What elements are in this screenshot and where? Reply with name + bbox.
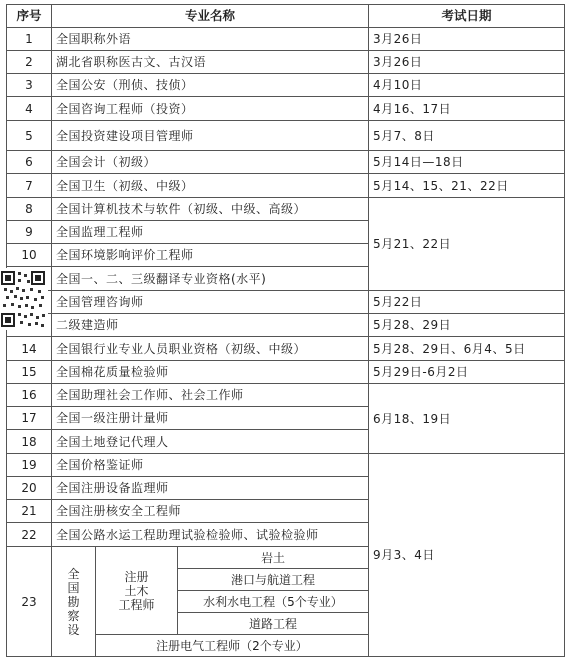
row-no: 22 bbox=[7, 523, 52, 547]
row-name: 全国职称外语 bbox=[52, 28, 369, 51]
row-name: 二级建造师 bbox=[52, 314, 369, 337]
electrical-engineer-item: 注册电气工程师（2个专业） bbox=[96, 635, 369, 657]
row-no: 10 bbox=[7, 244, 52, 267]
row-name: 全国棉花质量检验师 bbox=[52, 361, 369, 384]
row-date: 5月14日—18日 bbox=[369, 151, 565, 174]
row-no: 7 bbox=[7, 174, 52, 198]
row-name: 全国咨询工程师（投资） bbox=[52, 97, 369, 121]
row-no: 15 bbox=[7, 361, 52, 384]
row-name: 全国管理咨询师 bbox=[52, 291, 369, 314]
table-row bbox=[7, 174, 565, 198]
exam-schedule-table bbox=[6, 4, 565, 657]
qr-code-graphic bbox=[0, 268, 48, 330]
table-row bbox=[7, 291, 565, 314]
row-no: 14 bbox=[7, 337, 52, 361]
row-name: 全国土地登记代理人 bbox=[52, 430, 369, 454]
row-date: 5月28、29日 bbox=[369, 314, 565, 337]
row-no: 19 bbox=[7, 454, 52, 477]
row-no: 18 bbox=[7, 430, 52, 454]
row-name: 全国投资建设项目管理师 bbox=[52, 121, 369, 151]
row-date: 3月26日 bbox=[369, 51, 565, 74]
merged-date-may21: 5月21、22日 bbox=[369, 198, 565, 291]
row-name: 全国一级注册计量师 bbox=[52, 407, 369, 430]
row-no: 6 bbox=[7, 151, 52, 174]
civil-item: 岩土 bbox=[178, 547, 369, 569]
table-row bbox=[7, 74, 565, 97]
row-no: 9 bbox=[7, 221, 52, 244]
table-row bbox=[7, 454, 565, 477]
row-name: 全国公安（刑侦、技侦） bbox=[52, 74, 369, 97]
table-row bbox=[7, 314, 565, 337]
row-name: 全国环境影响评价工程师 bbox=[52, 244, 369, 267]
row-name: 全国一、二、三级翻译专业资格(水平) bbox=[52, 267, 369, 291]
row-name: 全国注册设备监理师 bbox=[52, 477, 369, 500]
group-label-vertical: 全 国 勘 察 设 bbox=[52, 547, 96, 657]
merged-date-jun18: 6月18、19日 bbox=[369, 384, 565, 454]
row-name: 全国注册核安全工程师 bbox=[52, 500, 369, 523]
row-no: 20 bbox=[7, 477, 52, 500]
row-no: 8 bbox=[7, 198, 52, 221]
row-name: 全国价格鉴证师 bbox=[52, 454, 369, 477]
row-name: 全国助理社会工作师、社会工作师 bbox=[52, 384, 369, 407]
row-no: 1 bbox=[7, 28, 52, 51]
header-no: 序号 bbox=[7, 5, 52, 28]
row-date: 5月7、8日 bbox=[369, 121, 565, 151]
row-no: 5 bbox=[7, 121, 52, 151]
table-row bbox=[7, 361, 565, 384]
row-no: 21 bbox=[7, 500, 52, 523]
row-date: 4月16、17日 bbox=[369, 97, 565, 121]
row-name: 湖北省职称医古文、古汉语 bbox=[52, 51, 369, 74]
row-date: 3月26日 bbox=[369, 28, 565, 51]
row-no: 3 bbox=[7, 74, 52, 97]
row-no: 17 bbox=[7, 407, 52, 430]
row-name: 全国计算机技术与软件（初级、中级、高级） bbox=[52, 198, 369, 221]
row-name: 全国会计（初级） bbox=[52, 151, 369, 174]
civil-engineer-label: 注册 土木 工程师 bbox=[96, 547, 178, 635]
table-row bbox=[7, 198, 565, 221]
table-row bbox=[7, 121, 565, 151]
row-date: 4月10日 bbox=[369, 74, 565, 97]
row-date: 5月14、15、21、22日 bbox=[369, 174, 565, 198]
header-date: 考试日期 bbox=[369, 5, 565, 28]
row-no: 4 bbox=[7, 97, 52, 121]
civil-item: 道路工程 bbox=[178, 613, 369, 635]
table-row bbox=[7, 151, 565, 174]
table-row bbox=[7, 28, 565, 51]
row-name: 全国监理工程师 bbox=[52, 221, 369, 244]
row-date: 5月28、29日、6月4、5日 bbox=[369, 337, 565, 361]
table-row bbox=[7, 51, 565, 74]
table-row bbox=[7, 97, 565, 121]
row-no: 23 bbox=[7, 547, 52, 657]
merged-date-sep3: 9月3、4日 bbox=[369, 454, 565, 657]
table-header-row bbox=[7, 5, 565, 28]
row-name: 全国卫生（初级、中级） bbox=[52, 174, 369, 198]
row-name: 全国银行业专业人员职业资格（初级、中级） bbox=[52, 337, 369, 361]
row-date: 5月29日-6月2日 bbox=[369, 361, 565, 384]
table-row bbox=[7, 337, 565, 361]
header-name: 专业名称 bbox=[52, 5, 369, 28]
qr-code-icon bbox=[0, 268, 48, 330]
row-no: 2 bbox=[7, 51, 52, 74]
civil-item: 港口与航道工程 bbox=[178, 569, 369, 591]
table-row bbox=[7, 384, 565, 407]
row-date: 5月22日 bbox=[369, 291, 565, 314]
row-no: 16 bbox=[7, 384, 52, 407]
row-name: 全国公路水运工程助理试验检验师、试验检验师 bbox=[52, 523, 369, 547]
civil-item: 水利水电工程（5个专业） bbox=[178, 591, 369, 613]
